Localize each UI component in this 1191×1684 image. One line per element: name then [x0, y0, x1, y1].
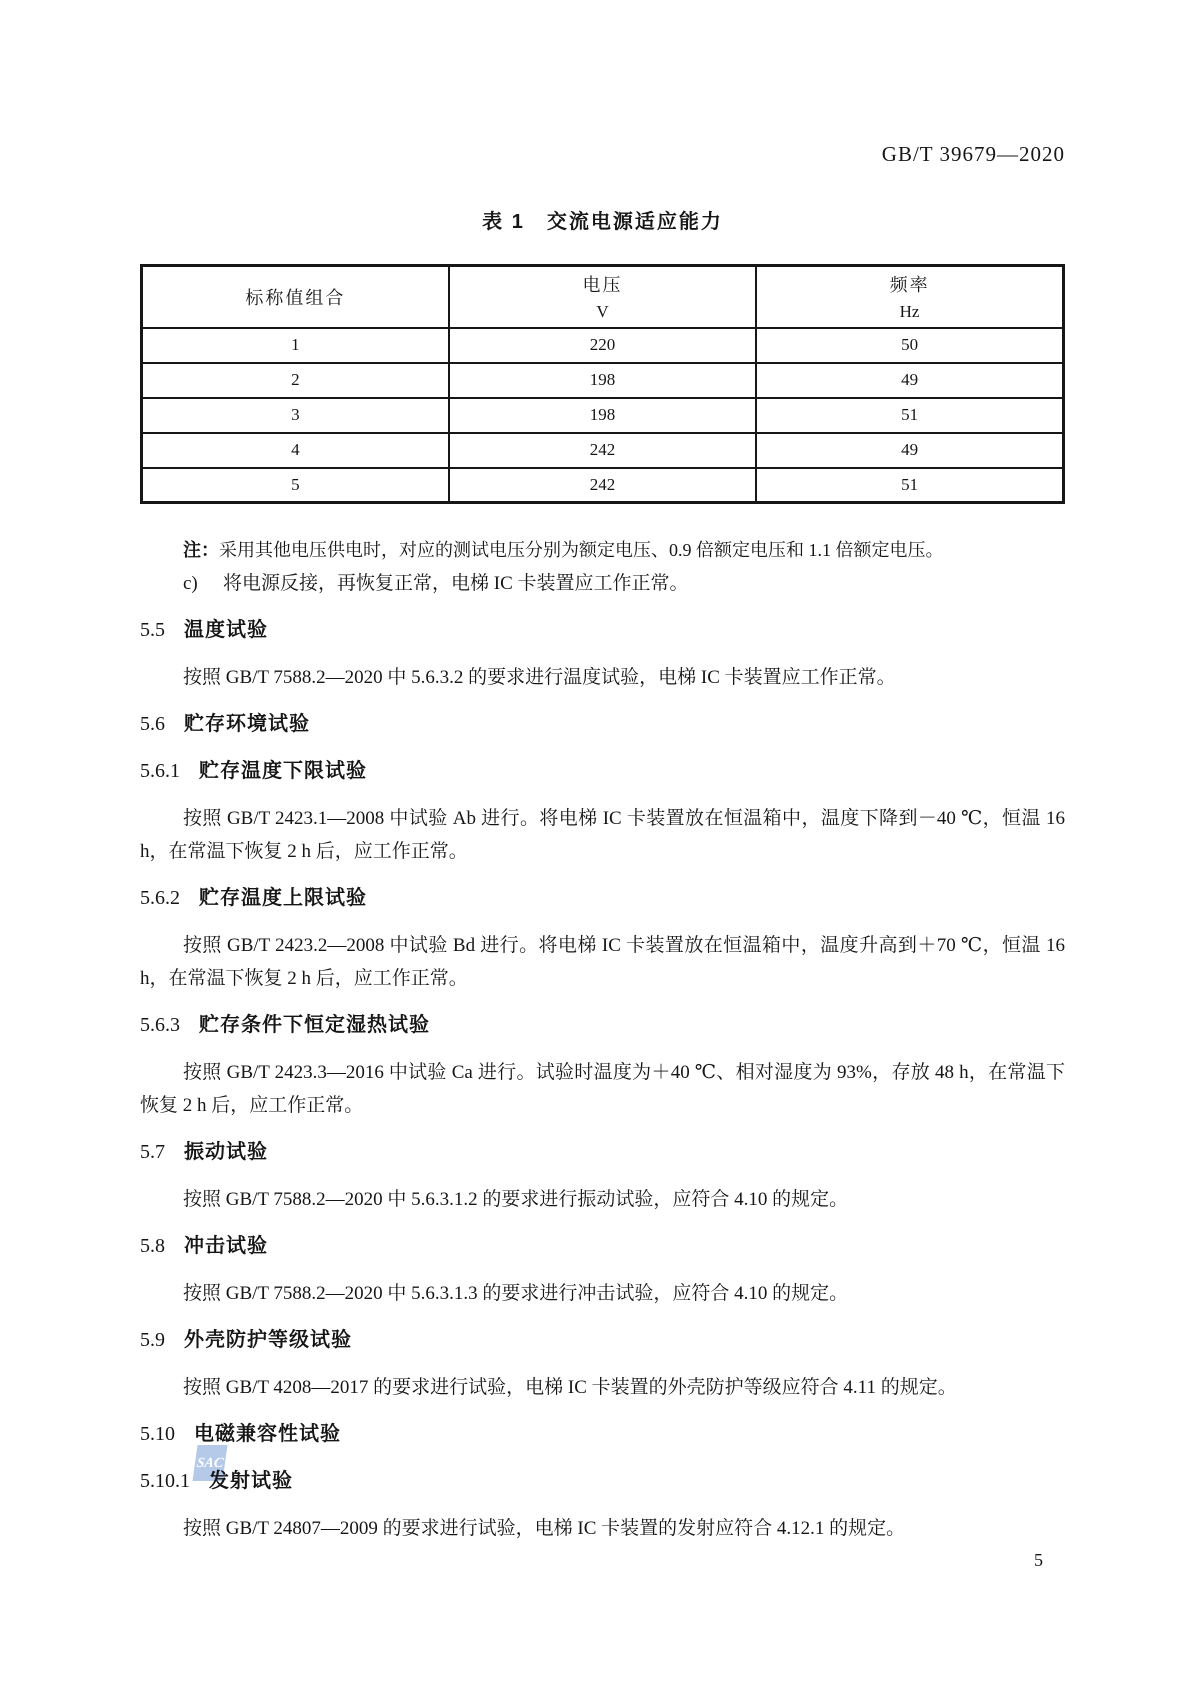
- heading-number: 5.6.3: [140, 1014, 180, 1036]
- paragraph: 按照 GB/T 7588.2—2020 中 5.6.3.1.2 的要求进行振动试验，应符合 4.10 的规定。: [183, 1189, 849, 1210]
- table-row: [142, 398, 1064, 433]
- paragraph: 按照 GB/T 4208—2017 的要求进行试验，电梯 IC 卡装置的外壳防护等级应符合 4.11 的规定。: [183, 1377, 957, 1398]
- heading-number: 5.10.1: [140, 1470, 190, 1492]
- table-cell: 50: [756, 328, 1063, 363]
- col-title: 标称值组合: [245, 287, 346, 308]
- heading-title: 贮存环境试验: [184, 713, 310, 735]
- col-unit: Hz: [899, 302, 920, 322]
- table-cell: 51: [756, 398, 1063, 433]
- heading-title: 贮存温度上限试验: [199, 887, 367, 909]
- table-cell: 5: [142, 468, 449, 503]
- list-marker: c): [183, 573, 198, 594]
- spec-table-body: [142, 328, 1064, 503]
- heading-number: 5.10: [140, 1423, 175, 1445]
- heading-title: 外壳防护等级试验: [184, 1329, 352, 1351]
- section-heading-5.6.3: [140, 1009, 1065, 1042]
- note-text: 采用其他电压供电时，对应的测试电压分别为额定电压、0.9 倍额定电压和 1.1 倍额定电压。: [219, 540, 944, 560]
- col-title: 电压: [582, 275, 623, 296]
- table-cell: 1: [142, 328, 449, 363]
- section-heading-5.7: [140, 1136, 1065, 1169]
- section-heading-5.6.1: [140, 755, 1065, 788]
- col-title: 频率: [889, 275, 930, 296]
- col-header-frequency: [756, 266, 1063, 328]
- heading-title: 温度试验: [184, 619, 268, 641]
- paragraph: 按照 GB/T 2423.3—2016 中试验 Ca 进行。试验时温度为＋40 ℃、相对湿度为 93%，存放 48 h，在常温下恢复 2 h 后，应工作正常。: [140, 1062, 1065, 1116]
- col-unit: V: [596, 302, 609, 322]
- table-cell: 49: [756, 363, 1063, 398]
- heading-title: 振动试验: [184, 1141, 268, 1163]
- heading-title: 冲击试验: [184, 1235, 268, 1257]
- note-label: 注：: [183, 540, 219, 560]
- heading-number: 5.5: [140, 619, 165, 641]
- spec-table: [140, 264, 1065, 504]
- section-heading-5.6: [140, 708, 1065, 741]
- table-cell: 242: [449, 433, 756, 468]
- paragraph: 按照 GB/T 7588.2—2020 中 5.6.3.1.3 的要求进行冲击试验，应符合 4.10 的规定。: [183, 1283, 849, 1304]
- table-caption: 表 1 交流电源适应能力: [482, 211, 723, 233]
- page-number: 5: [1034, 1550, 1043, 1570]
- heading-number: 5.6.1: [140, 760, 180, 782]
- table-cell: 198: [449, 398, 756, 433]
- table-cell: 51: [756, 468, 1063, 503]
- section-heading-5.9: [140, 1324, 1065, 1357]
- heading-title: 贮存温度下限试验: [199, 760, 367, 782]
- heading-title: 发射试验: [209, 1470, 293, 1492]
- heading-number: 5.7: [140, 1141, 165, 1163]
- doc-number: GB/T 39679—2020: [881, 142, 1065, 166]
- paragraph: 按照 GB/T 7588.2—2020 中 5.6.3.2 的要求进行温度试验，电梯 IC 卡装置应工作正常。: [183, 667, 896, 688]
- table-row: [142, 363, 1064, 398]
- table-row: [142, 468, 1064, 503]
- table-row: [142, 433, 1064, 468]
- section-heading-5.6.2: [140, 882, 1065, 915]
- section-heading-5.10: [140, 1418, 1065, 1451]
- paragraph: 按照 GB/T 24807—2009 的要求进行试验，电梯 IC 卡装置的发射应符合 4.12.1 的规定。: [183, 1518, 906, 1539]
- sac-watermark-logo: SAC: [192, 1445, 227, 1481]
- heading-number: 5.9: [140, 1329, 165, 1351]
- heading-number: 5.8: [140, 1235, 165, 1257]
- table-row: [142, 328, 1064, 363]
- section-heading-5.5: [140, 614, 1065, 647]
- col-header-combination: [142, 266, 449, 328]
- paragraph: 按照 GB/T 2423.2—2008 中试验 Bd 进行。将电梯 IC 卡装置放在恒温箱中，温度升高到＋70 ℃，恒温 16 h，在常温下恢复 2 h 后，应工作正常。: [140, 935, 1065, 989]
- heading-title: 电磁兼容性试验: [194, 1423, 341, 1445]
- heading-number: 5.6: [140, 713, 165, 735]
- section-heading-5.8: [140, 1230, 1065, 1263]
- document-body: [140, 534, 1065, 1545]
- paragraph: 按照 GB/T 2423.1—2008 中试验 Ab 进行。将电梯 IC 卡装置放在恒温箱中，温度下降到－40 ℃，恒温 16 h，在常温下恢复 2 h 后，应工作正常。: [140, 808, 1065, 862]
- list-text: 将电源反接，再恢复正常，电梯 IC 卡装置应工作正常。: [223, 573, 689, 594]
- table-cell: 4: [142, 433, 449, 468]
- table-header-row: [142, 266, 1064, 328]
- section-heading-5.10.1: [140, 1455, 1065, 1498]
- table-cell: 2: [142, 363, 449, 398]
- table-note: [140, 534, 1065, 567]
- heading-number: 5.6.2: [140, 887, 180, 909]
- col-header-voltage: [449, 266, 756, 328]
- list-item-c: [140, 567, 1065, 600]
- table-cell: 49: [756, 433, 1063, 468]
- table-cell: 198: [449, 363, 756, 398]
- table-cell: 3: [142, 398, 449, 433]
- table-cell: 242: [449, 468, 756, 503]
- table-cell: 220: [449, 328, 756, 363]
- heading-title: 贮存条件下恒定湿热试验: [199, 1014, 430, 1036]
